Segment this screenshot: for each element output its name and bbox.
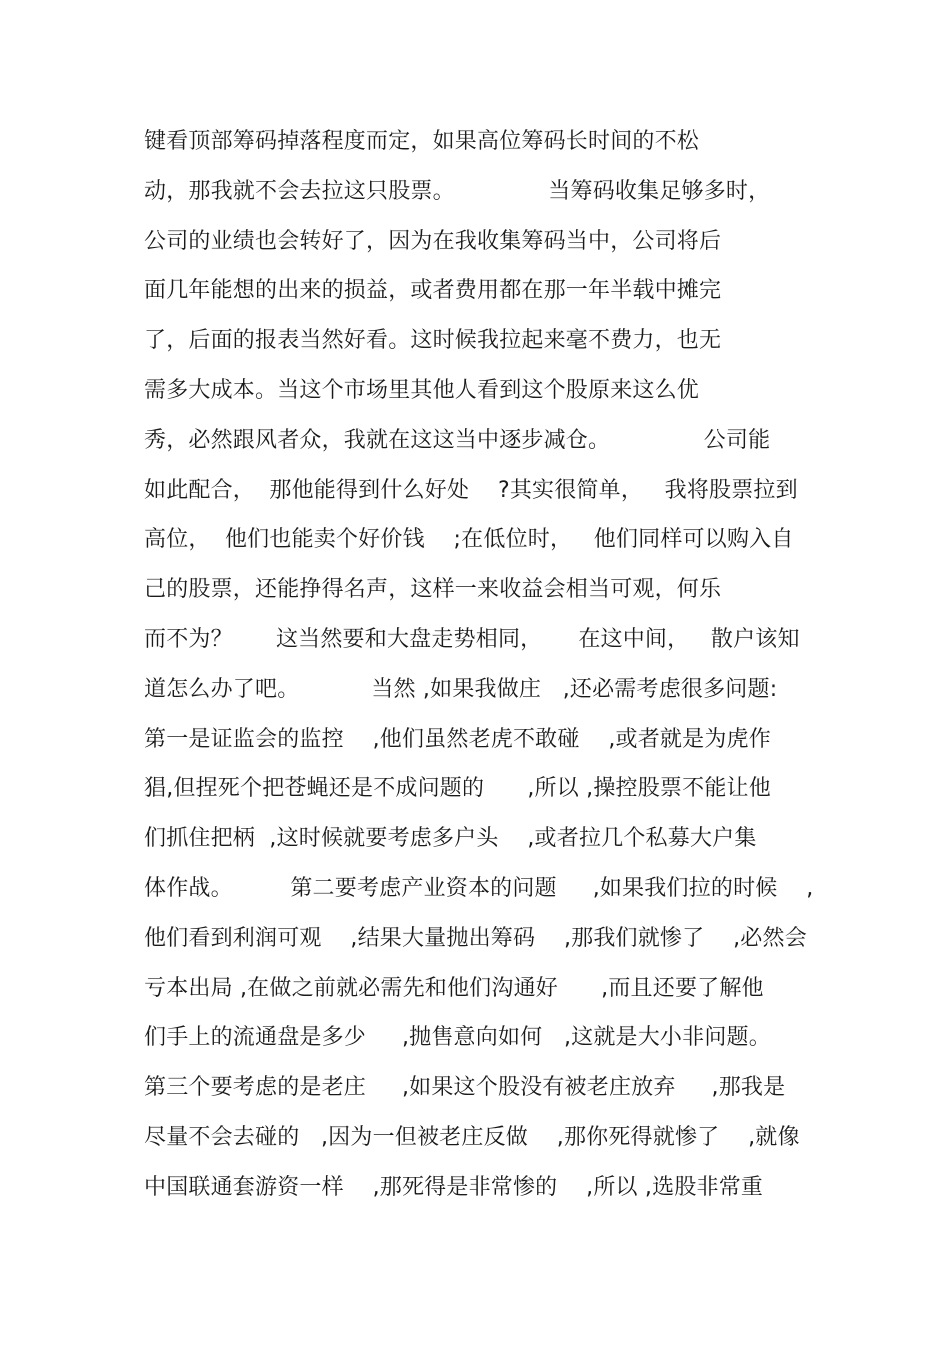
text-line: 而不为？ 这当然要和大盘走势相同， 在这中间， 散户该知: [144, 626, 800, 652]
text-line: 如此配合， 那他能得到什么好处 ?其实很简单， 我将股票拉到: [144, 477, 798, 503]
text-line: 体作战。 第二要考虑产业资本的问题 ,如果我们拉的时候 ,: [144, 875, 814, 901]
text-line: 第一是证监会的监控 ,他们虽然老虎不敢碰 ,或者就是为虎作: [144, 726, 771, 752]
text-line: 己的股票，还能挣得名声，这样一来收益会相当可观，何乐: [144, 577, 722, 603]
text-line: 亏本出局 ,在做之前就必需先和他们沟通好 ,而且还要了解他: [144, 975, 764, 1001]
text-line: 需多大成本。当这个市场里其他人看到这个股原来这么优: [144, 377, 700, 403]
text-line: 高位， 他们也能卖个好价钱 ;在低位时， 他们同样可以购入自: [144, 527, 794, 553]
text-line: 了，后面的报表当然好看。这时候我拉起来毫不费力，也无: [144, 328, 722, 354]
text-line: 中国联通套游资一样 ,那死得是非常惨的 ,所以 ,选股非常重: [144, 1174, 764, 1200]
text-line: 面几年能想的出来的损益，或者费用都在那一年半载中摊完: [144, 278, 722, 304]
body-text: [144, 122, 834, 1218]
text-line: 们手上的流通盘是多少 ,抛售意向如何 ,这就是大小非问题。: [144, 1025, 771, 1051]
text-line: 动，那我就不会去拉这只股票。 当筹码收集足够多时，: [144, 178, 771, 204]
text-line: 公司的业绩也会转好了，因为在我收集筹码当中，公司将后: [144, 228, 722, 254]
text-line: 道怎么办了吧。 当然 ,如果我做庄 ,还必需考虑很多问题:: [144, 676, 778, 702]
text-line: 们抓住把柄 ,这时候就要考虑多户头 ,或者拉几个私募大户集: [144, 826, 757, 852]
text-line: 尽量不会去碰的 ,因为一但被老庄反做 ,那你死得就惨了 ,就像: [144, 1124, 800, 1150]
text-line: 猖,但捏死个把苍蝇还是不成问题的 ,所以 ,操控股票不能让他: [144, 776, 771, 802]
text-line: 键看顶部筹码掉落程度而定，如果高位筹码长时间的不松: [144, 129, 700, 154]
text-line: 他们看到利润可观 ,结果大量抛出筹码 ,那我们就惨了 ,必然会: [144, 925, 807, 951]
text-line: 第三个要考虑的是老庄 ,如果这个股没有被老庄放弃 ,那我是: [144, 1075, 786, 1101]
text-line: 秀，必然跟风者众，我就在这这当中逐步减仓。 公司能: [144, 427, 771, 453]
